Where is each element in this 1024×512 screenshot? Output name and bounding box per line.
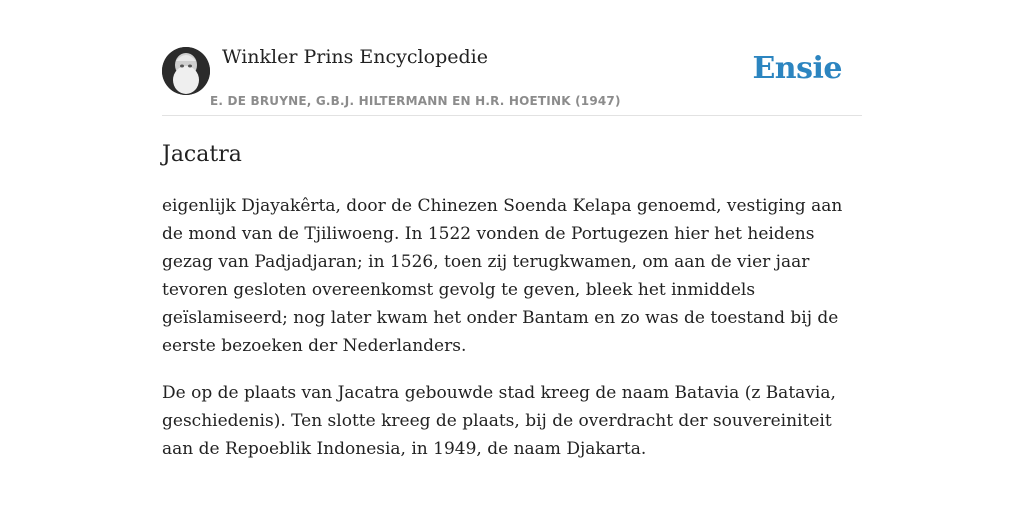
batavia-cross-reference-link[interactable]: z Batavia, geschiedenis bbox=[162, 383, 836, 431]
header bbox=[162, 0, 862, 116]
page bbox=[162, 0, 862, 463]
authors-credit: E. DE BRUYNE, G.B.J. HILTERMANN EN H.R. HOETINK (1947) bbox=[210, 94, 621, 108]
paragraph-2-text-end: ). Ten slotte kreeg de plaats, bij de overdracht der souvereiniteit aan de Repoeblik Indonesia, in 1949, de naam Djakarta. bbox=[162, 411, 832, 459]
ensie-logo-link[interactable]: Ensie bbox=[752, 51, 842, 86]
article-paragraph-1: eigenlijk Djayakêrta, door de Chinezen Soenda Kelapa genoemd, vestiging aan de mond van de Tjiliwoeng. In 1522 vonden de Portugezen hier het heidens gezag van Padjadjaran; in 1526, toen zij terugkwamen, om aan de vier jaar tevoren gesloten overeenkomst gevolg te geven, bleek het inmiddels geïslamiseerd; nog later kwam het onder Bantam en zo was de toestand bij de eerste bezoeken der Nederlanders. bbox=[162, 196, 843, 356]
author-avatar-icon[interactable] bbox=[162, 47, 210, 95]
article-paragraph-2 bbox=[162, 379, 862, 463]
article-title: Jacatra bbox=[162, 142, 242, 167]
encyclopedia-title[interactable]: Winkler Prins Encyclopedie bbox=[222, 46, 488, 68]
paragraph-2-text-start: De op de plaats van Jacatra gebouwde stad kreeg de naam Batavia ( bbox=[162, 383, 752, 403]
